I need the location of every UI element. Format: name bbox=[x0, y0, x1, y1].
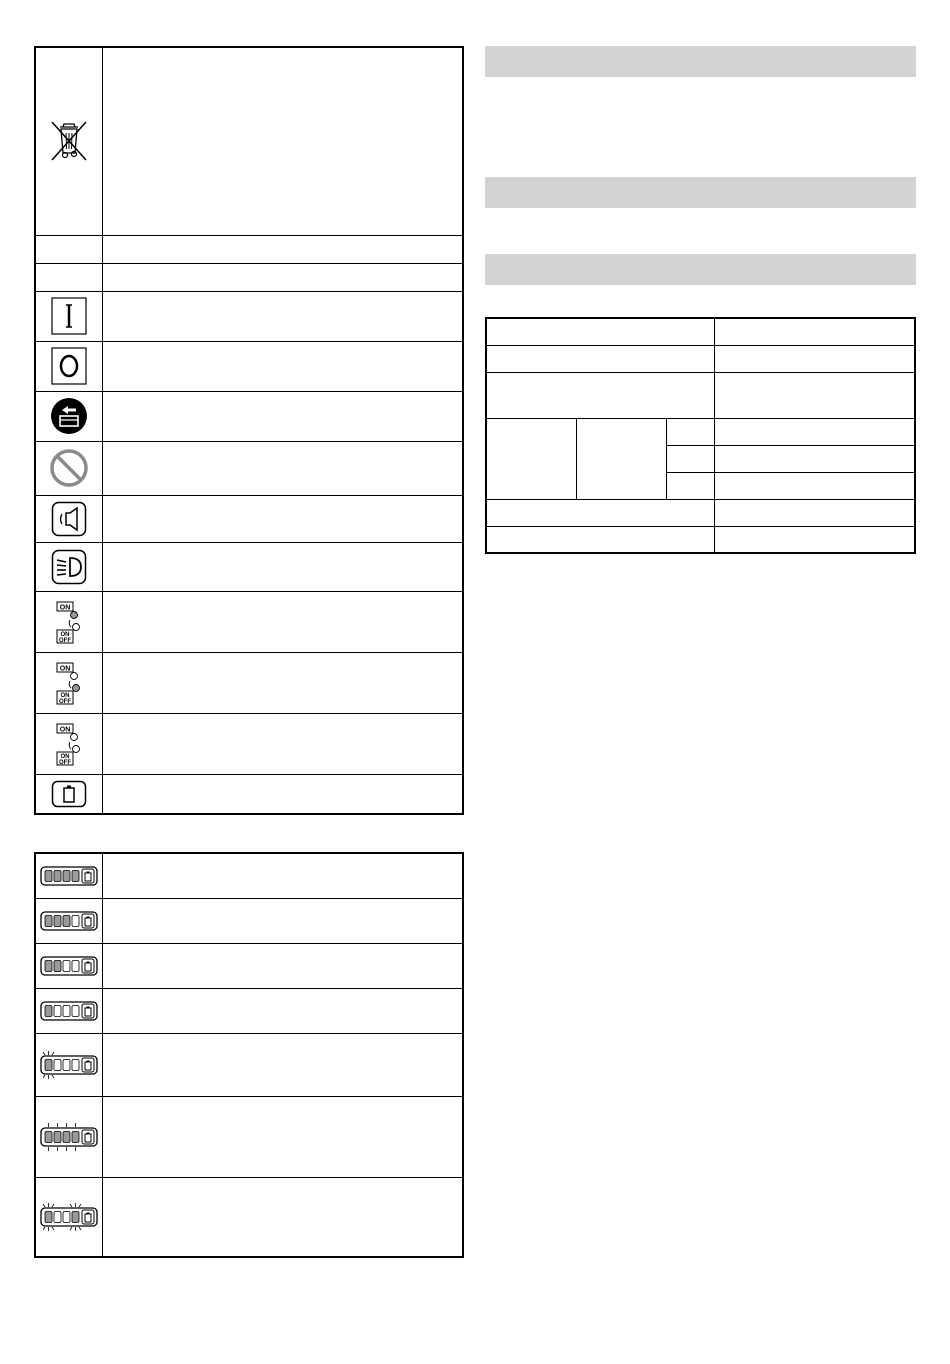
spec-value bbox=[714, 472, 915, 499]
symbol-description bbox=[103, 441, 464, 495]
icon-cell bbox=[35, 774, 103, 814]
table-row bbox=[35, 47, 463, 235]
table-row bbox=[35, 542, 463, 591]
spec-label bbox=[486, 418, 576, 499]
battery-2-bars-icon bbox=[40, 955, 98, 977]
battery-outer-bars-blinking-icon bbox=[39, 1202, 99, 1232]
symbol-description bbox=[103, 391, 464, 441]
table-row bbox=[35, 341, 463, 391]
table-row bbox=[35, 898, 463, 943]
icon-cell bbox=[35, 495, 103, 542]
spec-value bbox=[714, 345, 915, 372]
spec-sublabel bbox=[666, 445, 714, 472]
switch-onoff-bottom-label: OFF bbox=[59, 759, 71, 766]
spec-label bbox=[486, 318, 714, 345]
eject-button-icon bbox=[50, 397, 88, 435]
table-row bbox=[35, 943, 463, 988]
table-row bbox=[35, 652, 463, 713]
table-row bbox=[35, 235, 463, 263]
battery-1-bar-blinking-icon bbox=[39, 1050, 99, 1080]
table-row bbox=[35, 291, 463, 341]
crossed-out-wheelie-bin-icon bbox=[49, 119, 89, 163]
icon-cell bbox=[35, 341, 103, 391]
switch-onoff-top-label: ON bbox=[60, 753, 70, 760]
spec-label bbox=[486, 526, 714, 553]
table-row bbox=[486, 318, 915, 345]
specifications-table bbox=[485, 317, 916, 554]
table-row bbox=[35, 774, 463, 814]
icon-cell bbox=[35, 713, 103, 774]
symbol-description bbox=[103, 774, 464, 814]
table-row bbox=[35, 441, 463, 495]
battery-1-bar-icon bbox=[40, 1000, 98, 1022]
battery-status-description bbox=[103, 988, 464, 1033]
switch-onoff-bottom-label: OFF bbox=[59, 698, 71, 705]
switch-onoff-top-label: ON bbox=[60, 692, 70, 699]
table-row bbox=[486, 372, 915, 418]
spec-value bbox=[714, 445, 915, 472]
symbol-description bbox=[103, 652, 464, 713]
icon-cell bbox=[35, 898, 103, 943]
spec-sublabel bbox=[666, 472, 714, 499]
table-row bbox=[35, 988, 463, 1033]
speaker-icon bbox=[51, 501, 87, 537]
table-row bbox=[35, 495, 463, 542]
section-header bbox=[485, 254, 916, 285]
battery-status-description bbox=[103, 898, 464, 943]
spec-value bbox=[714, 372, 915, 418]
spec-label bbox=[576, 418, 666, 499]
table-row bbox=[486, 499, 915, 526]
table-row bbox=[35, 1096, 463, 1177]
icon-cell bbox=[35, 1177, 103, 1257]
spec-value bbox=[714, 318, 915, 345]
spec-value bbox=[714, 418, 915, 445]
on-off-switch-icon bbox=[54, 722, 84, 766]
spec-value bbox=[714, 526, 915, 553]
table-row bbox=[486, 526, 915, 553]
spec-label bbox=[486, 345, 714, 372]
table-row bbox=[486, 345, 915, 372]
icon-cell bbox=[35, 542, 103, 591]
table-row bbox=[35, 263, 463, 291]
battery-status-description bbox=[103, 1096, 464, 1177]
section-header bbox=[485, 46, 916, 77]
symbol-description bbox=[103, 263, 464, 291]
icon-cell bbox=[35, 263, 103, 291]
spec-value bbox=[714, 499, 915, 526]
on-off-switch-icon bbox=[54, 661, 84, 705]
table-row bbox=[35, 1033, 463, 1096]
symbol-description bbox=[103, 235, 464, 263]
switch-on-I-icon bbox=[51, 297, 87, 335]
icon-cell bbox=[35, 1096, 103, 1177]
symbol-description bbox=[103, 713, 464, 774]
battery-status-description bbox=[103, 1033, 464, 1096]
table-row bbox=[35, 1177, 463, 1257]
prohibited-icon bbox=[49, 448, 89, 488]
switch-on-label: ON bbox=[59, 665, 71, 672]
on-off-switch-icon bbox=[54, 600, 84, 644]
icon-cell bbox=[35, 391, 103, 441]
battery-status-description bbox=[103, 853, 464, 898]
symbol-description bbox=[103, 495, 464, 542]
spec-label bbox=[486, 499, 714, 526]
table-row bbox=[35, 591, 463, 652]
symbol-description bbox=[103, 341, 464, 391]
switch-onoff-bottom-label: OFF bbox=[59, 637, 71, 644]
battery-icon bbox=[51, 780, 87, 808]
battery-status-table bbox=[34, 852, 464, 1258]
battery-status-description bbox=[103, 943, 464, 988]
icon-cell bbox=[35, 652, 103, 713]
symbol-description bbox=[103, 591, 464, 652]
icon-cell bbox=[35, 591, 103, 652]
section-header bbox=[485, 177, 916, 208]
icon-cell bbox=[35, 853, 103, 898]
icon-cell bbox=[35, 988, 103, 1033]
switch-off-O-icon bbox=[51, 347, 87, 385]
icon-cell bbox=[35, 441, 103, 495]
switch-on-label: ON bbox=[59, 604, 71, 611]
table-row bbox=[35, 853, 463, 898]
icon-cell bbox=[35, 1033, 103, 1096]
icon-cell bbox=[35, 47, 103, 235]
icon-cell bbox=[35, 943, 103, 988]
table-row bbox=[486, 418, 915, 445]
spec-label bbox=[486, 372, 714, 418]
icon-cell bbox=[35, 291, 103, 341]
symbol-description bbox=[103, 47, 464, 235]
switch-on-label: ON bbox=[59, 726, 71, 733]
battery-all-bars-blinking-icon bbox=[39, 1122, 99, 1152]
symbols-table bbox=[34, 46, 464, 815]
icon-cell bbox=[35, 235, 103, 263]
spec-sublabel bbox=[666, 418, 714, 445]
table-row bbox=[35, 713, 463, 774]
battery-status-description bbox=[103, 1177, 464, 1257]
symbol-description bbox=[103, 542, 464, 591]
switch-onoff-top-label: ON bbox=[60, 631, 70, 638]
symbol-description bbox=[103, 291, 464, 341]
table-row bbox=[35, 391, 463, 441]
battery-4-bars-icon bbox=[40, 865, 98, 887]
headlight-icon bbox=[51, 549, 87, 585]
battery-3-bars-icon bbox=[40, 910, 98, 932]
